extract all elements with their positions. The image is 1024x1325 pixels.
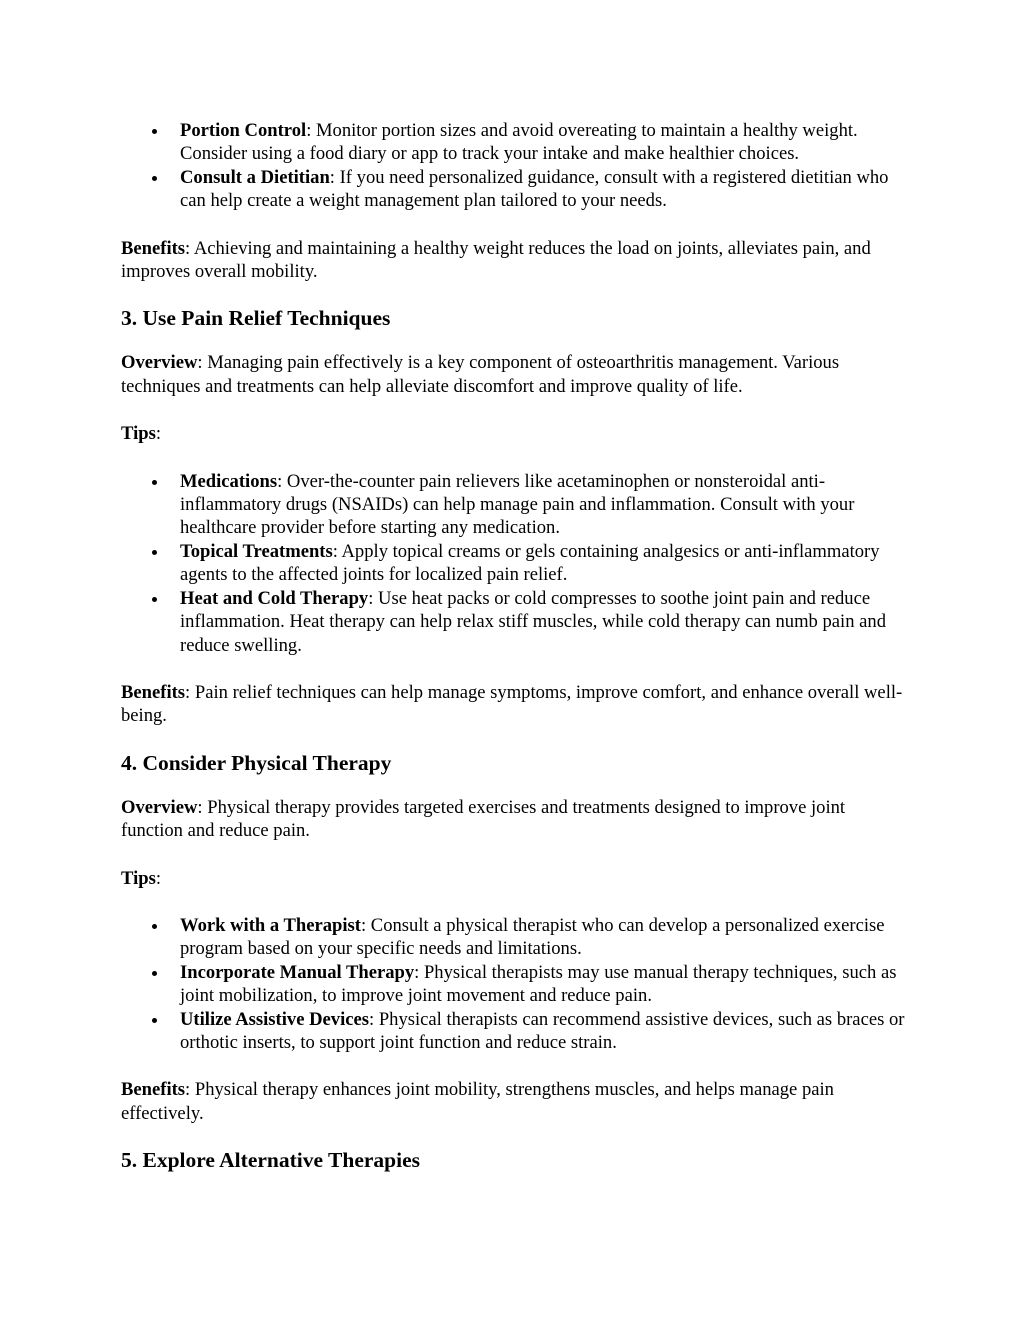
benefits-label: Benefits [121,1079,186,1101]
benefits-paragraph [121,1078,906,1125]
tips-label: Tips [121,423,156,445]
list-item [121,470,906,540]
list-item [121,1008,906,1055]
overview-paragraph [121,796,906,843]
overview-text: : Managing pain effectively is a key component of osteoarthritis management. Various techniques and treatments can help alleviate discomfort and improve quality of life. [121,352,840,397]
list-item [121,961,906,1008]
list-item [121,587,906,657]
benefits-text: : Achieving and maintaining a healthy weight reduces the load on joints, alleviates pain, and improves overall mobility. [121,237,871,283]
benefits-paragraph [121,681,906,728]
list-item-text: : Use heat packs or cold compresses to soothe joint pain and reduce inflammation. Heat therapy can help relax stiff muscles, while cold therapy can numb pain and reduce swelling. [180,587,886,656]
pain-relief-tips-list [121,470,906,657]
section-heading: 4. Consider Physical Therapy [121,750,392,775]
list-item-term: Heat and Cold Therapy [180,587,369,609]
list-item-text: : If you need personalized guidance, consult with a registered dietitian who can help create a weight management plan tailored to your needs. [180,166,889,212]
list-item-text: : Physical therapists may use manual therapy techniques, such as joint mobilization, to improve joint movement and reduce pain. [180,961,897,1007]
overview-text: : Physical therapy provides targeted exercises and treatments designed to improve joint function and reduce pain. [121,796,846,842]
tips-label-paragraph [121,867,906,890]
overview-label: Overview [121,352,198,374]
list-item-term: Portion Control [180,120,307,141]
benefits-label: Benefits [121,237,186,259]
document-page [121,119,906,1173]
weight-tips-list [121,119,906,213]
list-item [121,540,906,587]
section-heading: 5. Explore Alternative Therapies [121,1148,420,1173]
list-item-text: : Consult a physical therapist who can develop a personalized exercise program based on your specific needs and limitations. [180,914,885,960]
list-item-text: : Physical therapists can recommend assistive devices, such as braces or orthotic inserts, to support joint function and reduce strain. [180,1008,905,1053]
tips-label-paragraph [121,422,906,445]
benefits-paragraph [121,237,906,284]
tips-colon: : [155,423,161,445]
tips-colon: : [155,867,161,889]
tips-label: Tips [121,867,156,889]
list-item-term: Incorporate Manual Therapy [180,961,415,983]
list-item [121,166,906,213]
list-item [121,914,906,961]
list-item-text: : Apply topical creams or gels containing analgesics or anti-inflammatory agents to the affected joints for localized pain relief. [180,540,880,586]
list-item-term: Utilize Assistive Devices [180,1008,369,1030]
benefits-text: : Physical therapy enhances joint mobility, strengthens muscles, and helps manage pain effectively. [121,1079,834,1124]
benefits-text: : Pain relief techniques can help manage symptoms, improve comfort, and enhance overall well-being. [121,681,903,727]
list-item-text: : Over-the-counter pain relievers like acetaminophen or nonsteroidal anti-inflammatory drugs (NSAIDs) can help manage pain and inflammation. Consult with your healthcare provider before starting any medication. [180,470,855,539]
section-heading: 3. Use Pain Relief Techniques [121,306,391,331]
list-item-text: : Monitor portion sizes and avoid overeating to maintain a healthy weight. Consider using a food diary or app to track your intake and make healthier choices. [180,120,858,165]
benefits-label: Benefits [121,681,186,703]
list-item-term: Topical Treatments [180,540,333,562]
list-item [121,119,906,166]
list-item-term: Consult a Dietitian [180,166,330,188]
overview-label: Overview [121,796,198,818]
list-item-term: Work with a Therapist [180,914,361,936]
physical-therapy-tips-list [121,914,906,1054]
overview-paragraph [121,351,906,398]
list-item-term: Medications [180,470,278,492]
